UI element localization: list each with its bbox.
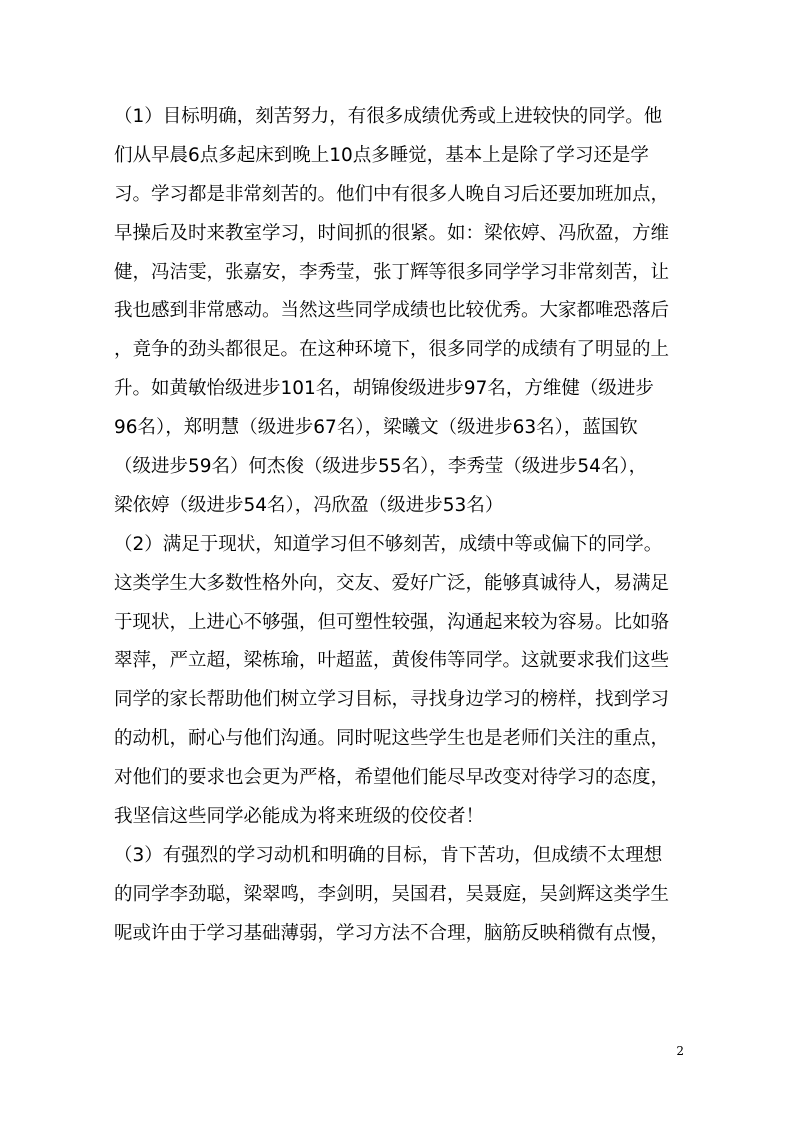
- text-line: 们从早晨6点多起床到晚上10点多睡觉，基本上是除了学习还是学: [114, 144, 649, 166]
- text-line: 早操后及时来教室学习，时间抓的很紧。如：梁依婷、冯欣盈，方维: [114, 222, 670, 244]
- text-line: 我坚信这些同学必能成为将来班级的佼佼者！: [114, 806, 485, 828]
- text-line: （1）目标明确，刻苦努力，有很多成绩优秀或上进较快的同学。他: [114, 106, 663, 127]
- text-line: 翠萍，严立超，梁栋瑜，叶超蓝，黄俊伟等同学。这就要求我们这些: [114, 650, 670, 672]
- text-line: 呢或许由于学习基础薄弱，学习方法不合理，脑筋反映稍微有点慢，: [114, 922, 670, 944]
- text-line: 的同学李劲聪，梁翠鸣，李剑明，吴国君，吴聂庭，吴剑辉这类学生: [114, 883, 670, 905]
- text-line: 梁依婷（级进步54名），冯欣盈（级进步53名）: [114, 494, 504, 516]
- text-line: 于现状，上进心不够强，但可塑性较强，沟通起来较为容易。比如骆: [114, 611, 670, 633]
- text-line: 健，冯洁雯，张嘉安，李秀莹，张丁辉等很多同学学习非常刻苦，让: [114, 261, 670, 283]
- text-line: （2）满足于现状，知道学习但不够刻苦，成绩中等或偏下的同学。: [114, 533, 663, 555]
- text-line: （3）有强烈的学习动机和明确的目标，肯下苦功，但成绩不太理想: [114, 844, 663, 866]
- text-line: 的动机，耐心与他们沟通。同时呢这些学生也是老师们关注的重点，: [114, 728, 670, 750]
- text-line: 习。学习都是非常刻苦的。他们中有很多人晚自习后还要加班加点，: [114, 183, 670, 205]
- text-line: 对他们的要求也会更为严格，希望他们能尽早改变对待学习的态度，: [114, 767, 670, 789]
- text-line: 升。如黄敏怡级进步101名，胡锦俊级进步97名，方维健（级进步: [114, 378, 654, 400]
- body-text: [114, 98, 684, 954]
- text-line: 96名），郑明慧（级进步67名），梁曦文（级进步63名），蓝国钦: [114, 417, 638, 439]
- text-line: 我也感到非常感动。当然这些同学成绩也比较优秀。大家都唯恐落后: [114, 300, 670, 322]
- text-line: 这类学生大多数性格外向，交友、爱好广泛，能够真诚待人，易满足: [114, 572, 670, 594]
- text-line: （级进步59名）何杰俊（级进步55名），李秀莹（级进步54名），: [114, 456, 648, 478]
- text-line: 同学的家长帮助他们树立学习目标，寻找身边学习的榜样，找到学习: [114, 689, 670, 711]
- text-line: ，竟争的劲头都很足。在这种环境下，很多同学的成绩有了明显的上: [114, 339, 670, 361]
- page-number: 2: [676, 1044, 684, 1058]
